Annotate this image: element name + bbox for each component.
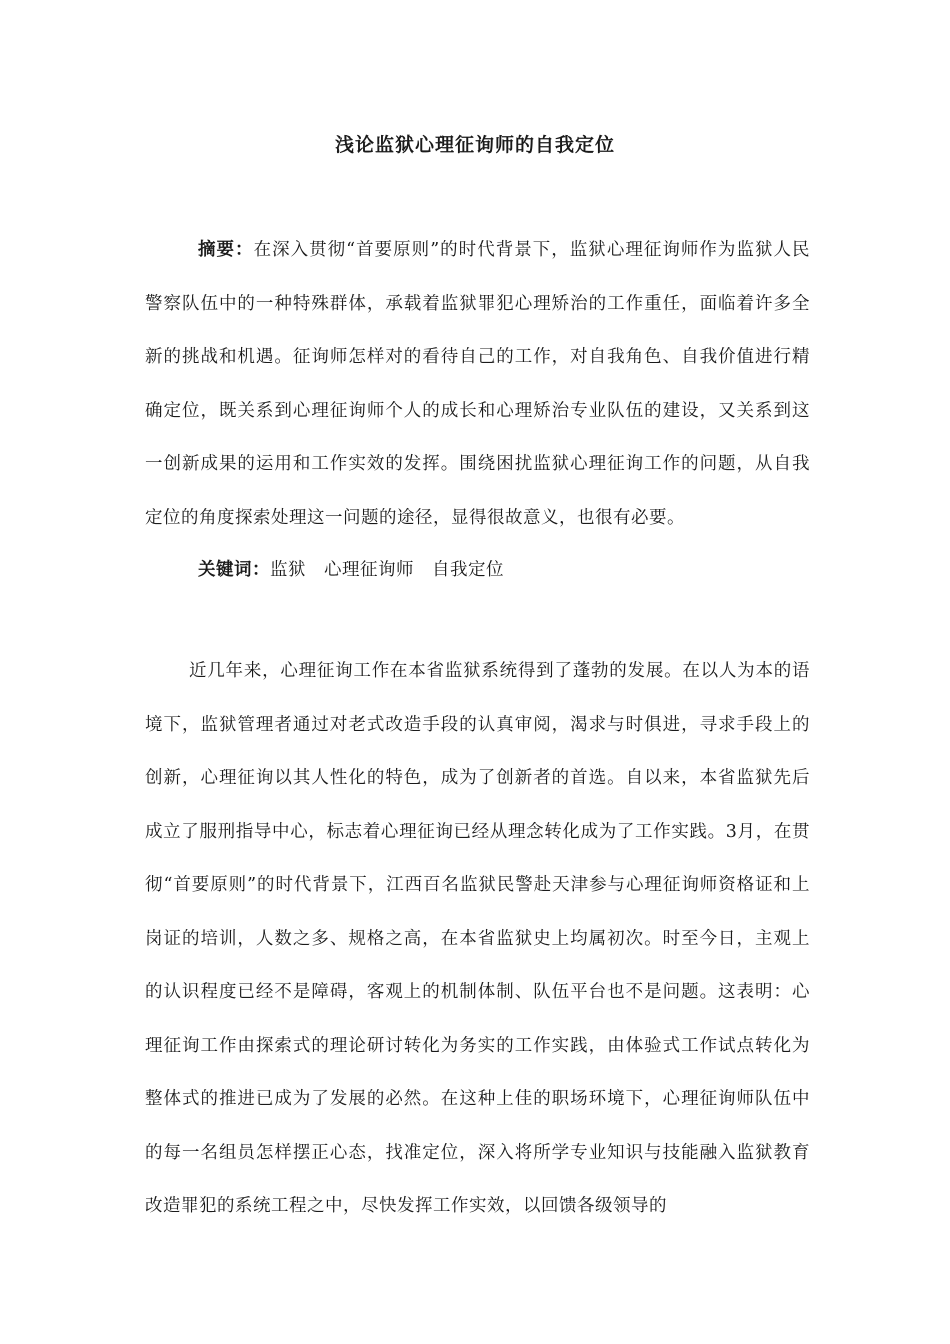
keyword-item: 监狱	[270, 560, 306, 580]
body-paragraph: 近几年来，心理征询工作在本省监狱系统得到了蓬勃的发展。在以人为本的语境下，监狱管理者通过对老式改造手段的认真审阅，渴求与时俱进，寻求手段上的创新，心理征询以其人性化的特色，成为了创新者的首选。自以来，本省监狱先后成立了服刑指导中心，标志着心理征询已经从理念转化成为了工作实践。3月，在贯彻“首要原则”的时代背景下，江西百名监狱民警赴天津参与心理征询师资格证和上岗证的培训，人数之多、规格之高，在本省监狱史上均属初次。时至今日，主观上的认识程度已经不是障碍，客观上的机制体制、队伍平台也不是问题。这表明：心理征询工作由探索式的理论研讨转化为务实的工作实践，由体验式工作试点转化为整体式的推进已成为了发展的必然。在这种上佳的职场环境下，心理征询师队伍中的每一名组员怎样摆正心态，找准定位，深入将所学专业知识与技能融入监狱教育改造罪犯的系统工程之中，尽快发挥工作实效，以回馈各级领导的	[145, 661, 810, 1216]
abstract-section	[145, 224, 810, 545]
abstract-text: 在深入贯彻“首要原则”的时代背景下，监狱心理征询师作为监狱人民警察队伍中的一种特殊群体，承载着监狱罪犯心理矫治的工作重任，面临着许多全新的挑战和机遇。征询师怎样对的看待自己的工作，对自我角色、自我价值进行精确定位，既关系到心理征询师个人的成长和心理矫治专业队伍的建设，又关系到这一创新成果的运用和工作实效的发挥。围绕困扰监狱心理征询工作的问题，从自我定位的角度探索处理这一问题的途径，显得很故意义，也很有必要。	[145, 240, 810, 528]
abstract-label: 摘要：	[198, 240, 254, 260]
keyword-item: 自我定位	[432, 560, 504, 580]
document-title: 浅论监狱心理征询师的自我定位	[334, 134, 615, 156]
keywords-label: 关键词：	[198, 560, 270, 580]
keyword-item: 心理征询师	[324, 560, 414, 580]
keywords-section	[145, 544, 863, 598]
